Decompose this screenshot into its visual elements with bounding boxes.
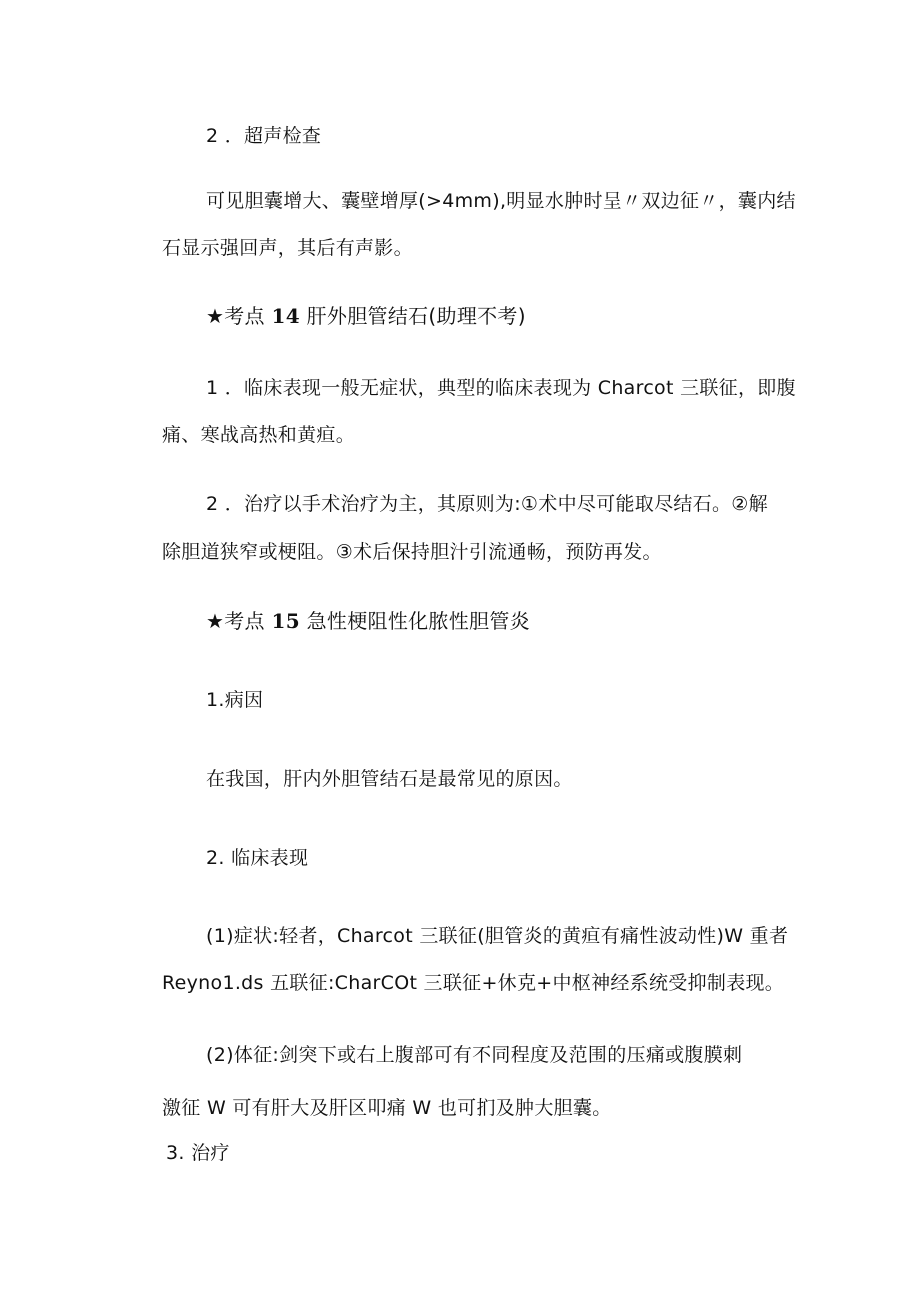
clinical-heading: 2. 临床表现 [206, 847, 309, 869]
cause-paragraph: 在我国，肝内外胆管结石是最常见的原因。 [206, 768, 573, 790]
sign-line-2: 激征 W 可有肝大及肝区叩痛 W 也可扪及肿大胆囊。 [162, 1097, 612, 1119]
exam-point-14-number: 14 [271, 304, 300, 328]
exam-point-14-title: 肝外胆管结石(助理不考) [306, 304, 526, 328]
point14-item-2-line-1: 2 ．治疗以手术治疗为主，其原则为:①术中尽可能取尽结石。②解 [206, 493, 768, 515]
exam-point-15-prefix: ★考点 [206, 609, 265, 633]
sign-line-1: (2)体征:剑突下或右上腹部可有不同程度及范围的压痛或腹膜刺 [206, 1044, 743, 1066]
ultrasound-paragraph-line-2: 石显示强回声，其后有声影。 [162, 237, 413, 259]
cause-heading: 1.病因 [206, 689, 264, 711]
exam-point-15-number: 15 [271, 609, 300, 633]
symptom-line-2: Reyno1.ds 五联征:CharCOt 三联征+休克+中枢神经系统受抑制表现。 [162, 972, 785, 994]
exam-point-15-heading [206, 609, 530, 633]
exam-point-14-heading [206, 304, 526, 328]
point14-item-1-line-1: 1 ．临床表现一般无症状，典型的临床表现为 Charcot 三联征，即腹 [206, 377, 796, 399]
symptom-line-1: (1)症状:轻者，Charcot 三联征(胆管炎的黄疸有痛性波动性)W 重者 [206, 925, 789, 947]
point14-item-1-line-2: 痛、寒战高热和黄疸。 [162, 424, 356, 446]
ultrasound-paragraph-line-1: 可见胆囊增大、囊壁增厚(>4mm),明显水肿时呈〃双边征〃，囊内结 [206, 190, 796, 212]
exam-point-15-title: 急性梗阻性化脓性胆管炎 [306, 609, 530, 633]
ultrasound-heading: 2 ．超声检查 [206, 125, 322, 147]
point14-item-2-line-2: 除胆道狭窄或梗阻。③术后保持胆汁引流通畅，预防再发。 [162, 541, 662, 563]
treatment-heading: 3. 治疗 [166, 1142, 230, 1164]
exam-point-14-prefix: ★考点 [206, 304, 265, 328]
